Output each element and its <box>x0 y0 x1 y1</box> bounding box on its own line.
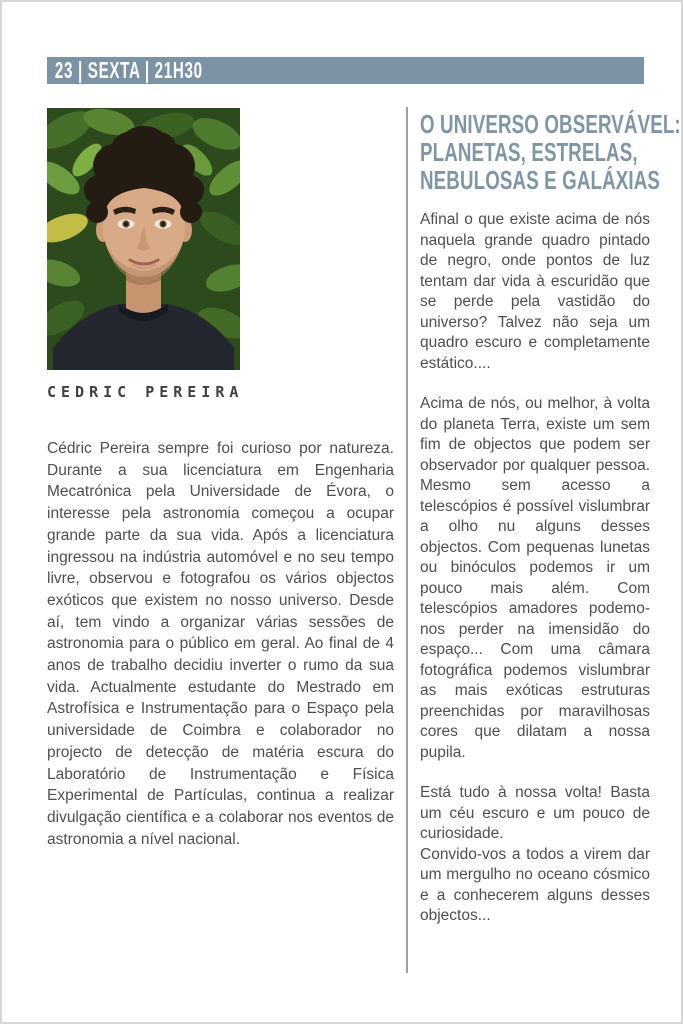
talk-paragraph-2: Acima de nós, ou melhor, à volta do planeta Terra, existe um sem fim de objectos que podem ser observador por qualquer pessoa. Mesmo sem acesso a telescópios é possível vislumbrar a olho nu alguns desses objectos. Com pequenas lunetas ou binóculos podemos ir um pouco mais além. Com telescópios amadores podemo-nos perder na imensidão do espaço... Com uma câmara fotográfica podemos vislumbrar as mais exóticas estruturas preenchidas por maravilhosas cores que dilatam a nossa pupila. <box>420 395 650 761</box>
talk-paragraph-3: Está tudo à nossa volta! Basta um céu escuro e um pouco de curiosidade. <box>420 784 650 842</box>
speaker-bio: Cédric Pereira sempre foi curioso por natureza. Durante a sua licenciatura em Engenharia Mecatrónica pela Universidade de Évora, o interesse pela astronomia começou a ocupar grande parte da sua vida. Após a licenciatura ingressou na indústria automóvel e no seu tempo livre, observou e fotografou os vários objectos exóticos que existem no nosso universo. Desde aí, tem vindo a organizar várias sessões de astronomia para o público em geral. Ao final de 4 anos de trabalho decidiu inverter o rumo da sua vida. Actualmente estudante do Mestrado em Astrofísica e Instrumentação para o Espaço pela universidade de Coimbra e colaborador no projecto de detecção de matéria escura do Laboratório de Instrumentação e Física Experimental de Partículas, continua a realizar divulgação científica e a colaborar nos eventos de astronomia a nível nacional. <box>47 440 394 848</box>
talk-title-line-3: NEBULOSAS E GALÁXIAS <box>420 165 661 195</box>
talk-title-line-2: PLANETAS, ESTRELAS, <box>420 137 638 167</box>
portrait-illustration <box>47 108 240 370</box>
speaker-name: CEDRIC PEREIRA <box>47 383 244 401</box>
talk-title-line-1: O UNIVERSO OBSERVÁVEL: <box>420 109 681 139</box>
speaker-photo <box>47 108 240 370</box>
event-datetime-bar <box>47 57 644 84</box>
column-divider <box>406 107 408 973</box>
talk-column <box>420 109 681 927</box>
talk-title <box>420 109 681 195</box>
talk-paragraph-1: Afinal o que existe acima de nós naquela grande quadro pintado de negro, onde pontos de luz tentam dar vida à escuridão que se perde pela vastidão do universo? Talvez não seja um quadro escuro e completamente estático.... <box>420 211 650 372</box>
talk-paragraph-4: Convido-vos a todos a virem dar um mergulho no oceano cósmico e a conhecerem alguns desses objectos... <box>420 845 650 924</box>
event-datetime-text: 23 | SEXTA | 21H30 <box>54 57 203 83</box>
